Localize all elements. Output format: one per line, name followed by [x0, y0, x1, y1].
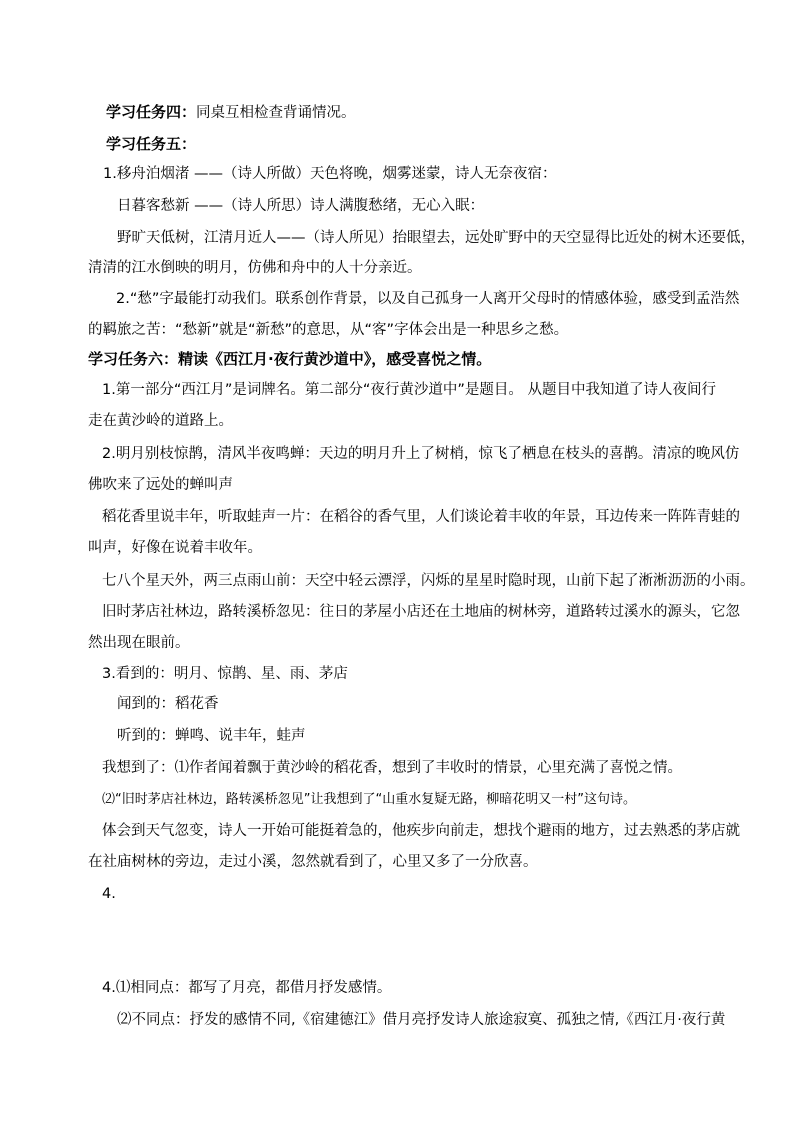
task5-line-5: 2.“愁”字最能打动我们。联系创作背景，以及自己孤身一人离开父母时的情感体验，感受到孟浩然 — [116, 291, 740, 307]
task6-line-1: 1.第一部分“西江月”是词牌名。第二部分“夜行黄沙道中”是题目。 从题目中我知道了诗人夜间行 — [102, 382, 716, 398]
task6-line-18: 4.⑴相同点：都写了月亮，都借月抒发感情。 — [102, 980, 392, 996]
task6-line-13: 我想到了：⑴作者闻着飘于黄沙岭的稻花香，想到了丰收时的情景，心里充满了喜悦之情。 — [102, 760, 682, 776]
task6-line-12: 听到的：蝉鸣、说丰年，蛙声 — [117, 728, 306, 744]
task6-line-4: 佛吹来了远处的蝉叫声 — [88, 477, 233, 493]
task6-line-15: 体会到天气忽变，诗人一开始可能挺着急的，他疾步向前走，想找个避雨的地方，过去熟悉的茅店就 — [102, 823, 740, 839]
task6-line-3: 2.明月别枝惊鹊，清风半夜鸣蝉：天边的明月升上了树梢，惊飞了栖息在枝头的喜鹊。清凉的晚风仿 — [102, 446, 740, 462]
task4-text: 同桌互相检查背诵情况。 — [196, 105, 356, 121]
task6-line-10: 3.看到的：明月、惊鹊、星、雨、茅店 — [102, 666, 348, 682]
task4-line — [106, 102, 356, 123]
task5-line-3: 野旷天低树，江清月近人——（诗人所见）抬眼望去，远处旷野中的天空显得比近处的树木还要低， — [117, 230, 755, 246]
task6-line-7: 七八个星天外，两三点雨山前：天空中轻云漂浮，闪烁的星星时隐时现，山前下起了淅淅沥沥的小雨。 — [102, 573, 755, 589]
task5-line-2: 日暮客愁新 ——（诗人所思）诗人满腹愁绪，无心入眠： — [117, 198, 485, 214]
task5-line-1: 1.移舟泊烟渚 ——（诗人所做）天色将晚，烟雾迷蒙，诗人无奈夜宿： — [103, 166, 557, 182]
task6-line-19: ⑵不同点：抒发的感情不同,《宿建德江》借月亮抒发诗人旅途寂寞、孤独之情,《西江月·夜行黄 — [117, 1012, 726, 1028]
task6-line-5: 稻花香里说丰年，听取蛙声一片：在稻谷的香气里，人们谈论着丰收的年景，耳边传来一阵阵青蛙的 — [102, 509, 740, 525]
task6-line-14: ⑵“旧时茅店社林边，路转溪桥忽见”让我想到了“山重水复疑无路，柳暗花明又一村”这句诗。 — [102, 792, 636, 807]
task6-line-9: 然出现在眼前。 — [88, 635, 190, 651]
task6-line-16: 在社庙树林的旁边，走过小溪，忽然就看到了，心里又多了一分欣喜。 — [88, 854, 538, 870]
task6-line-2: 走在黄沙岭的道路上。 — [88, 413, 233, 429]
task5-line-6: 的羁旅之苦：“愁新”就是“新愁”的意思，从“客”字体会出是一种思乡之愁。 — [88, 322, 569, 338]
task6-title: 学习任务六：精读《西江月·夜行黄沙道中》，感受喜悦之情。 — [88, 350, 492, 368]
task5-line-4: 清清的江水倒映的明月，仿佛和舟中的人十分亲近。 — [88, 260, 422, 276]
task5-title: 学习任务五： — [106, 135, 197, 153]
task4-title: 学习任务四： — [106, 103, 197, 121]
task6-line-17: 4. — [102, 886, 116, 902]
task6-line-8: 旧时茅店社林边，路转溪桥忽见：往日的茅屋小店还在土地庙的树林旁，道路转过溪水的源头，它忽 — [102, 604, 740, 620]
task6-line-6: 叫声，好像在说着丰收年。 — [88, 540, 262, 556]
task6-line-11: 闻到的：稻花香 — [117, 696, 219, 712]
